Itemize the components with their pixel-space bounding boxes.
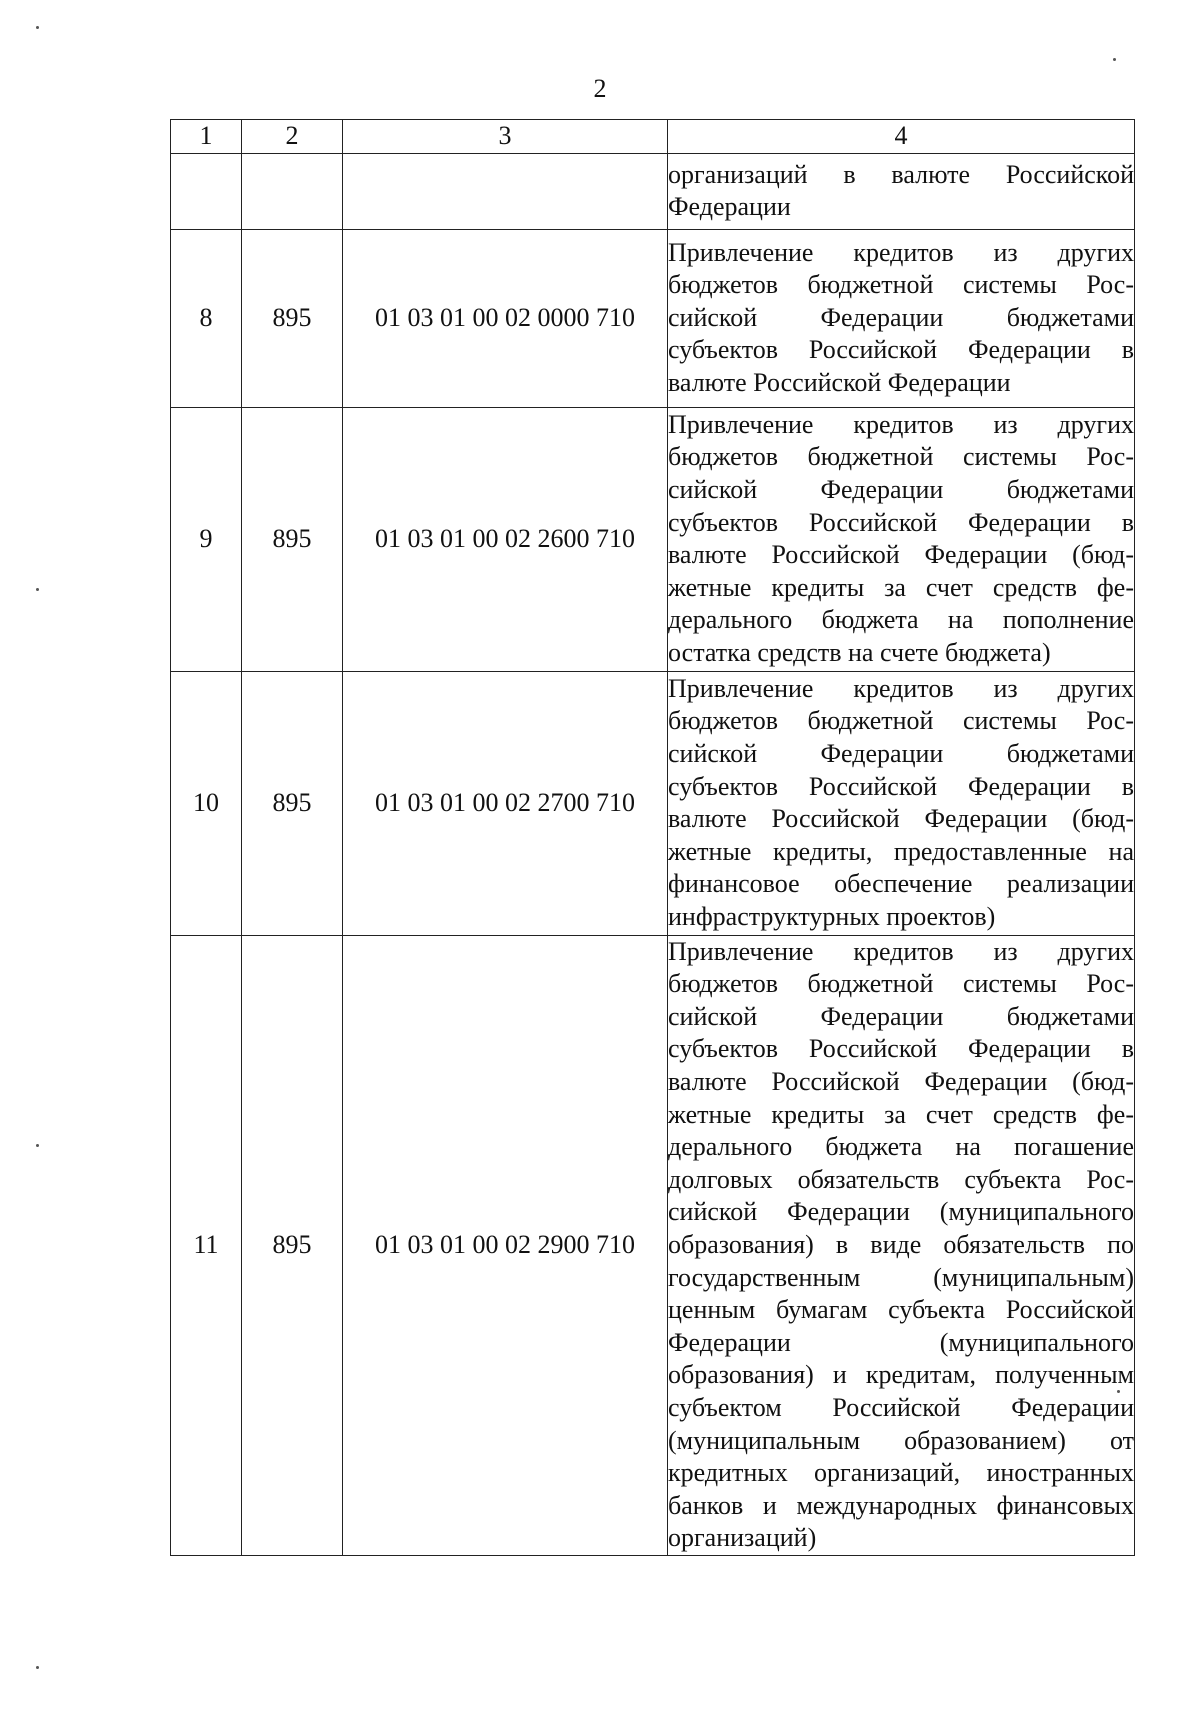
description-cell: Привлечение кредитов из других бюджетов бюджетной системы Российской Федерации бюджетами субъектов Российской Федерации в валюте Российской Федерации (бюджетные кредиты, предоставленные на финансовое обеспечение реализации инфраструктурных проектов): [668, 671, 1135, 935]
admin-code-cell: 895: [242, 407, 343, 671]
column-header-3: 3: [343, 120, 668, 154]
row-number-cell: 10: [171, 671, 242, 935]
row-number-cell: [171, 153, 242, 229]
description-cell: организаций в валюте Российской Федерации: [668, 153, 1135, 229]
table-row: [171, 407, 1135, 671]
kbk-code-cell: 01 03 01 00 02 2900 710: [343, 935, 668, 1555]
table-row-continuation: [171, 153, 1135, 229]
table-row: [171, 671, 1135, 935]
scan-speck: [1113, 58, 1116, 61]
admin-code-cell: 895: [242, 229, 343, 407]
budget-sources-table: [170, 119, 1135, 1556]
kbk-code-cell: 01 03 01 00 02 2700 710: [343, 671, 668, 935]
column-header-1: 1: [171, 120, 242, 154]
kbk-code-cell: 01 03 01 00 02 0000 710: [343, 229, 668, 407]
table-row: [171, 229, 1135, 407]
row-number-cell: 8: [171, 229, 242, 407]
table-row: [171, 935, 1135, 1555]
table-header-row: [171, 120, 1135, 154]
description-cell: Привлечение кредитов из других бюджетов бюджетной системы Российской Федерации бюджетами субъектов Российской Федерации в валюте Российской Федерации: [668, 229, 1135, 407]
scan-speck: [1117, 1390, 1120, 1393]
row-number-cell: 9: [171, 407, 242, 671]
admin-code-cell: 895: [242, 935, 343, 1555]
row-number-cell: 11: [171, 935, 242, 1555]
column-header-2: 2: [242, 120, 343, 154]
kbk-code-cell: [343, 153, 668, 229]
page-number: 2: [593, 74, 607, 103]
scan-speck: [36, 1666, 39, 1669]
description-cell: Привлечение кредитов из других бюджетов бюджетной системы Российской Федерации бюджетами субъектов Российской Федерации в валюте Российской Федерации (бюджетные кредиты за счет средств федерального бюджета на погашение долговых обязательств субъекта Российской Федерации (муниципального образования) в виде обязательств по государственным (муниципальным) ценным бумагам субъекта Российской Федерации (муниципального образования) и кредитам, полученным субъектом Российской Федерации (муниципальным образованием) от кредитных организаций, иностранных банков и международных финансовых организаций): [668, 935, 1135, 1555]
kbk-code-cell: 01 03 01 00 02 2600 710: [343, 407, 668, 671]
scan-speck: [36, 1144, 39, 1147]
admin-code-cell: 895: [242, 671, 343, 935]
scan-speck: [36, 588, 39, 591]
description-cell: Привлечение кредитов из других бюджетов бюджетной системы Российской Федерации бюджетами субъектов Российской Федерации в валюте Российской Федерации (бюджетные кредиты за счет средств федерального бюджета на пополнение остатка средств на счете бюджета): [668, 407, 1135, 671]
scan-speck: [36, 26, 39, 29]
admin-code-cell: [242, 153, 343, 229]
column-header-4: 4: [668, 120, 1135, 154]
